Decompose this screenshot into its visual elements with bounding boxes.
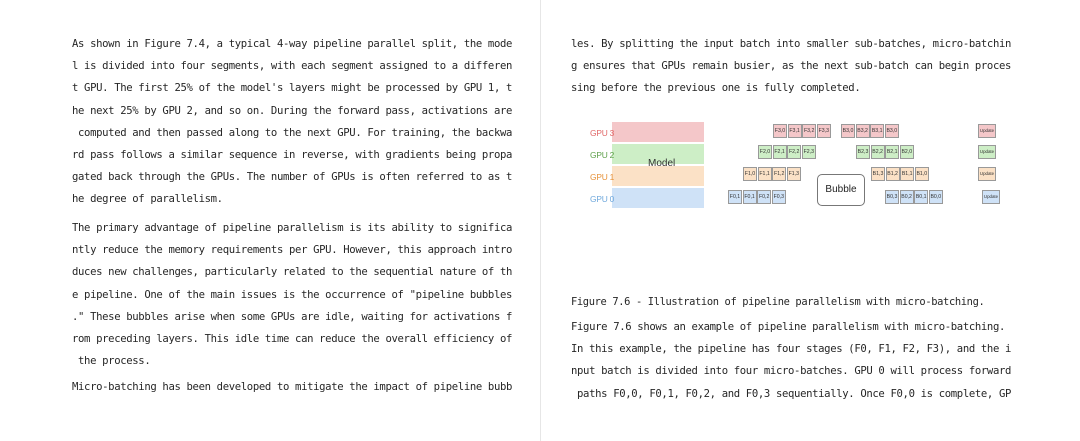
forward-cell: F1,2 bbox=[772, 167, 786, 181]
text-line: ." These bubbles arise when some GPUs are idle, waiting for activations f bbox=[72, 310, 513, 323]
backward-cell: B3,1 bbox=[870, 124, 884, 138]
text-line: l is divided into four segments, with each segment assigned to a differen bbox=[72, 60, 513, 73]
gpu-band bbox=[612, 188, 704, 208]
forward-cell: F3,1 bbox=[788, 124, 802, 138]
pipeline-figure bbox=[590, 120, 1014, 210]
bubble-label: Bubble bbox=[817, 174, 865, 206]
backward-cell: B0,2 bbox=[900, 190, 914, 204]
text-line: Figure 7.6 shows an example of pipeline parallelism with micro-batching. bbox=[571, 321, 1006, 333]
model-label: Model bbox=[648, 158, 676, 169]
backward-cell: B1,0 bbox=[915, 167, 929, 181]
forward-cell: F2,2 bbox=[787, 145, 801, 159]
text-line: rd pass follows a similar sequence in reverse, with gradients being propa bbox=[72, 149, 513, 161]
text-line: he degree of parallelism. bbox=[72, 193, 223, 206]
backward-cell: B3,2 bbox=[856, 124, 870, 138]
right-page bbox=[541, 0, 1080, 441]
text-line: e pipeline. One of the main issues is the occurrence of "pipeline bubbles bbox=[72, 288, 513, 301]
text-line: The primary advantage of pipeline parallelism is its ability to significa bbox=[72, 222, 513, 234]
forward-cell: F0,3 bbox=[772, 190, 786, 204]
update-cell: Update bbox=[978, 167, 996, 181]
gpu-label: GPU 2 bbox=[590, 150, 615, 160]
gpu-label: GPU 0 bbox=[590, 194, 615, 204]
text-line: sing before the previous one is fully completed. bbox=[571, 82, 861, 95]
backward-cell: B0,0 bbox=[929, 190, 943, 204]
text-line: duces new challenges, particularly related to the sequential nature of th bbox=[72, 266, 513, 279]
text-line: As shown in Figure 7.4, a typical 4-way pipeline parallel split, the mode bbox=[72, 38, 513, 50]
gpu-band bbox=[612, 166, 704, 186]
backward-cell: B0,3 bbox=[885, 190, 899, 204]
backward-cell: B1,1 bbox=[900, 167, 914, 181]
forward-cell: F3,2 bbox=[802, 124, 816, 138]
update-cell: Update bbox=[982, 190, 1000, 204]
forward-cell: F0,1 bbox=[743, 190, 757, 204]
gpu-label: GPU 1 bbox=[590, 172, 615, 182]
backward-cell: B3,0 bbox=[885, 124, 899, 138]
text-line: t GPU. The first 25% of the model's layers might be processed by GPU 1, t bbox=[72, 82, 513, 95]
gpu-band bbox=[612, 122, 704, 142]
backward-cell: B1,2 bbox=[886, 167, 900, 181]
text-line: Micro-batching has been developed to mitigate the impact of pipeline bubb bbox=[72, 381, 513, 393]
text-line: the process. bbox=[72, 355, 151, 368]
backward-cell: B1,3 bbox=[871, 167, 885, 181]
forward-cell: F3,3 bbox=[817, 124, 831, 138]
update-cell: Update bbox=[978, 145, 996, 159]
backward-cell: B2,3 bbox=[856, 145, 870, 159]
forward-cell: F2,0 bbox=[758, 145, 772, 159]
forward-cell: F0,1 bbox=[728, 190, 742, 204]
forward-cell: F3,0 bbox=[773, 124, 787, 138]
backward-cell: B2,1 bbox=[885, 145, 899, 159]
forward-cell: F1,0 bbox=[743, 167, 757, 181]
text-line: he next 25% by GPU 2, and so on. During the forward pass, activations are bbox=[72, 104, 513, 117]
text-line: In this example, the pipeline has four stages (F0, F1, F2, F3), and the i bbox=[571, 343, 1012, 356]
forward-cell: F2,1 bbox=[773, 145, 787, 159]
backward-cell: B0,1 bbox=[914, 190, 928, 204]
update-cell: Update bbox=[978, 124, 996, 138]
text-line: ntly reduce the memory requirements per GPU. However, this approach intro bbox=[72, 244, 513, 257]
text-line: computed and then passed along to the next GPU. For training, the backwa bbox=[72, 126, 513, 139]
text-line: g ensures that GPUs remain busier, as the next sub-batch can begin proces bbox=[571, 60, 1012, 73]
figure-caption: Figure 7.6 - Illustration of pipeline parallelism with micro-batching. bbox=[571, 296, 985, 308]
text-line: paths F0,0, F0,1, F0,2, and F0,3 sequentially. Once F0,0 is complete, GP bbox=[571, 387, 1012, 400]
backward-cell: B3,0 bbox=[841, 124, 855, 138]
backward-cell: B2,2 bbox=[871, 145, 885, 159]
text-line: nput batch is divided into four micro-batches. GPU 0 will process forward bbox=[571, 365, 1012, 378]
forward-cell: F1,3 bbox=[787, 167, 801, 181]
text-line: les. By splitting the input batch into smaller sub-batches, micro-batchin bbox=[571, 38, 1012, 50]
forward-cell: F1,1 bbox=[758, 167, 772, 181]
forward-cell: F2,3 bbox=[802, 145, 816, 159]
forward-cell: F0,2 bbox=[757, 190, 771, 204]
gpu-label: GPU 3 bbox=[590, 128, 615, 138]
backward-cell: B2,0 bbox=[900, 145, 914, 159]
text-line: gated back through the GPUs. The number of GPUs is often referred to as t bbox=[72, 171, 513, 184]
text-line: rom preceding layers. This idle time can reduce the overall efficiency of bbox=[72, 333, 513, 345]
